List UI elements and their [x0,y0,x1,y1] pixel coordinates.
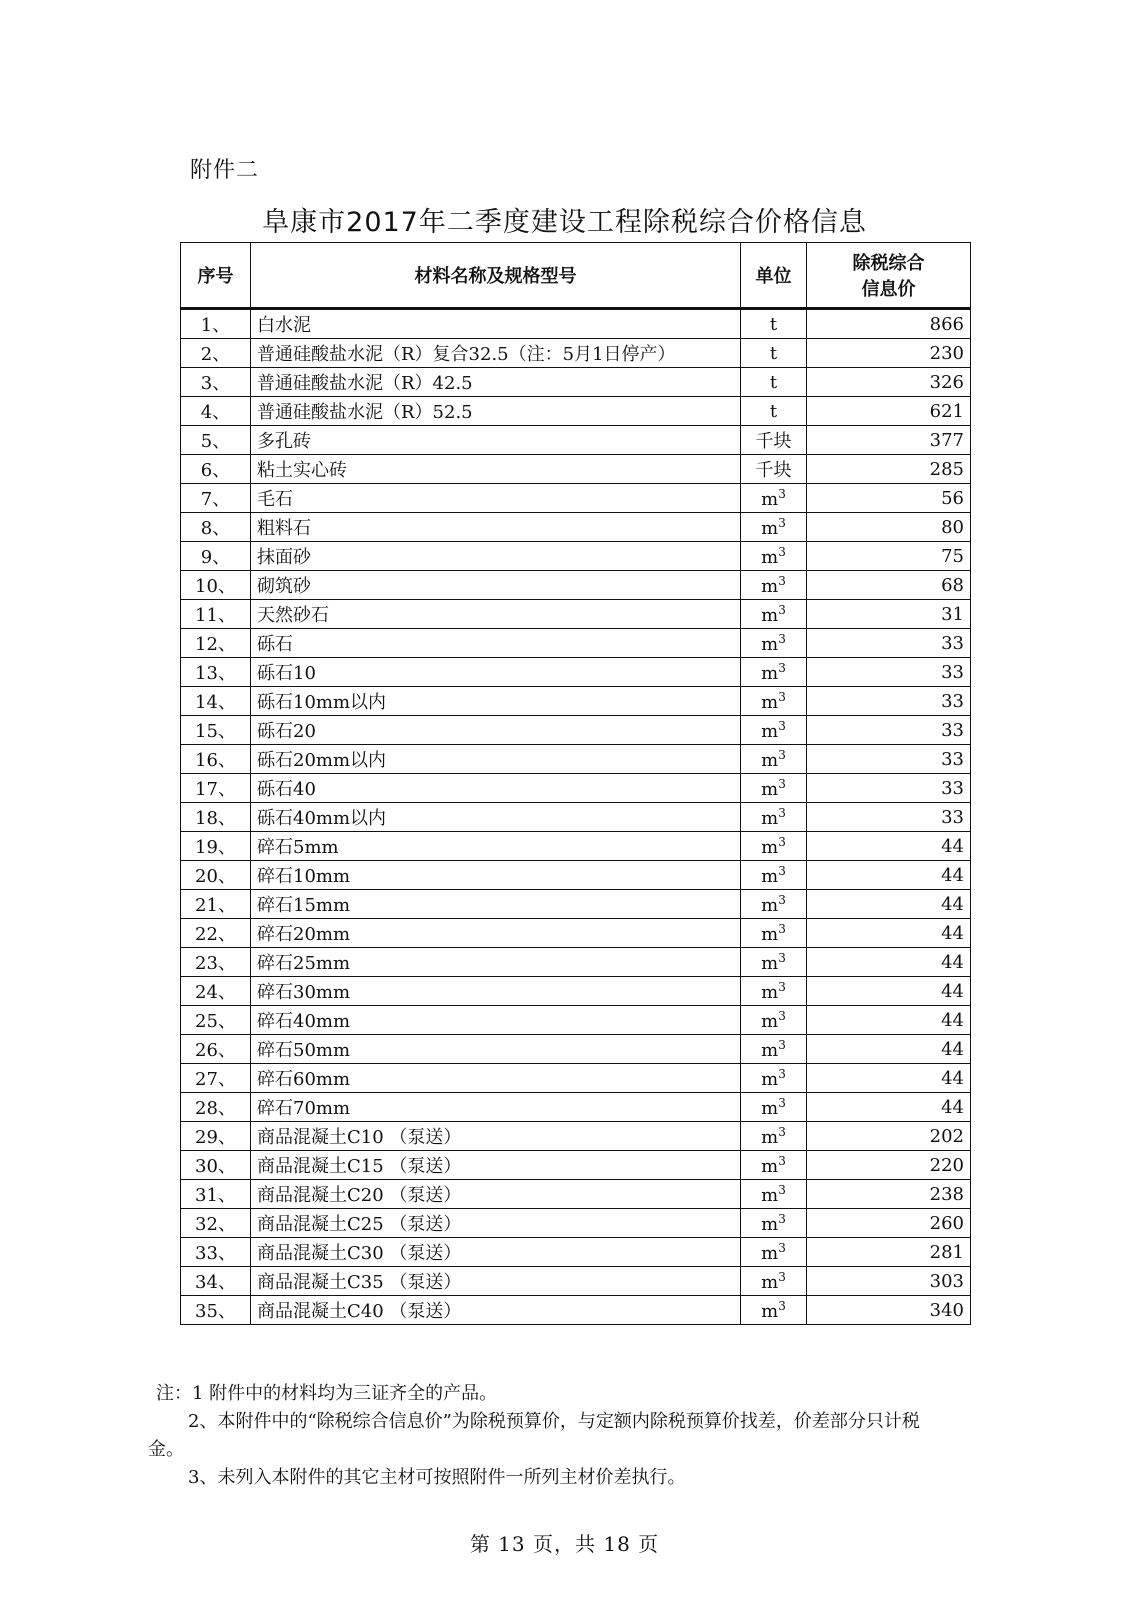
row-material-name: 普通硅酸盐水泥（R）42.5 [251,368,741,397]
unit-text: m [761,981,779,1003]
row-seq: 13、 [181,658,251,687]
row-unit [741,716,807,745]
row-unit [741,948,807,977]
table-row [181,745,971,774]
row-unit [741,1064,807,1093]
row-unit [741,919,807,948]
row-unit [741,1267,807,1296]
row-unit [741,397,807,426]
table-row [181,803,971,832]
row-material-name: 商品混凝土C15 （泵送） [251,1151,741,1180]
unit-text: m [761,1213,779,1235]
row-material-name: 砾石20 [251,716,741,745]
unit-text: m [761,1242,779,1264]
unit-text: m [761,662,779,684]
table-row [181,1209,971,1238]
unit-superscript: 3 [778,515,786,530]
row-price: 44 [807,861,971,890]
row-material-name: 砾石10 [251,658,741,687]
row-price: 44 [807,919,971,948]
row-material-name: 碎石30mm [251,977,741,1006]
table-row [181,774,971,803]
unit-superscript: 3 [778,718,786,733]
row-seq: 24、 [181,977,251,1006]
row-seq: 7、 [181,484,251,513]
header-seq: 序号 [181,243,251,309]
unit-text: m [761,894,779,916]
table-row [181,658,971,687]
row-price: 33 [807,629,971,658]
row-price: 44 [807,977,971,1006]
row-seq: 33、 [181,1238,251,1267]
row-unit [741,629,807,658]
row-unit [741,890,807,919]
row-material-name: 碎石70mm [251,1093,741,1122]
header-price-line2: 信息价 [861,279,916,300]
unit-superscript: 3 [778,979,786,994]
row-price: 44 [807,1093,971,1122]
row-unit [741,368,807,397]
row-seq: 28、 [181,1093,251,1122]
unit-superscript: 3 [778,950,786,965]
row-material-name: 碎石10mm [251,861,741,890]
table-row [181,977,971,1006]
unit-superscript: 3 [778,1269,786,1284]
note-3: 3、未列入本附件的其它主材可按照附件一所列主材价差执行。 [188,1467,686,1488]
row-seq: 3、 [181,368,251,397]
unit-superscript: 3 [778,573,786,588]
header-unit: 单位 [741,243,807,309]
unit-superscript: 3 [778,486,786,501]
unit-text: t [769,342,778,364]
unit-text: m [761,691,779,713]
row-unit [741,542,807,571]
row-seq: 32、 [181,1209,251,1238]
unit-superscript: 3 [778,834,786,849]
table-row [181,1006,971,1035]
row-material-name: 砾石10mm以内 [251,687,741,716]
row-material-name: 商品混凝土C25 （泵送） [251,1209,741,1238]
unit-superscript: 3 [778,544,786,559]
row-unit [741,1122,807,1151]
row-price: 75 [807,542,971,571]
row-seq: 21、 [181,890,251,919]
row-material-name: 商品混凝土C40 （泵送） [251,1296,741,1325]
table-row [181,919,971,948]
row-material-name: 普通硅酸盐水泥（R）复合32.5（注：5月1日停产） [251,339,741,368]
row-unit [741,1035,807,1064]
row-material-name: 天然砂石 [251,600,741,629]
row-price: 44 [807,1064,971,1093]
unit-text: m [761,807,779,829]
row-material-name: 砌筑砂 [251,571,741,600]
row-price: 33 [807,774,971,803]
row-seq: 10、 [181,571,251,600]
row-material-name: 抹面砂 [251,542,741,571]
row-unit [741,861,807,890]
row-price: 303 [807,1267,971,1296]
row-price: 260 [807,1209,971,1238]
row-material-name: 普通硅酸盐水泥（R）52.5 [251,397,741,426]
row-seq: 19、 [181,832,251,861]
table-row [181,542,971,571]
table-row [181,426,971,455]
unit-text: m [761,1068,779,1090]
unit-text: m [761,1126,779,1148]
unit-text: m [761,604,779,626]
unit-superscript: 3 [778,1153,786,1168]
row-unit [741,571,807,600]
row-seq: 9、 [181,542,251,571]
row-unit [741,513,807,542]
row-price: 33 [807,687,971,716]
row-price: 285 [807,455,971,484]
row-material-name: 碎石50mm [251,1035,741,1064]
row-seq: 17、 [181,774,251,803]
row-material-name: 砾石 [251,629,741,658]
row-price: 44 [807,948,971,977]
unit-superscript: 3 [778,863,786,878]
row-material-name: 碎石5mm [251,832,741,861]
row-unit [741,1209,807,1238]
row-material-name: 砾石40mm以内 [251,803,741,832]
unit-text: m [761,517,779,539]
row-seq: 26、 [181,1035,251,1064]
unit-text: m [761,836,779,858]
unit-superscript: 3 [778,1095,786,1110]
table-row [181,455,971,484]
table-row [181,1238,971,1267]
table-row [181,629,971,658]
header-name: 材料名称及规格型号 [251,243,741,309]
unit-text: m [761,1039,779,1061]
unit-superscript: 3 [778,602,786,617]
table-row [181,339,971,368]
unit-text: t [769,313,778,335]
row-seq: 6、 [181,455,251,484]
row-seq: 23、 [181,948,251,977]
row-seq: 16、 [181,745,251,774]
row-material-name: 碎石40mm [251,1006,741,1035]
row-price: 44 [807,1035,971,1064]
row-unit [741,832,807,861]
row-unit [741,774,807,803]
table-row [181,1122,971,1151]
row-seq: 30、 [181,1151,251,1180]
row-price: 220 [807,1151,971,1180]
row-price: 56 [807,484,971,513]
row-seq: 12、 [181,629,251,658]
row-seq: 27、 [181,1064,251,1093]
row-unit [741,803,807,832]
row-price: 326 [807,368,971,397]
row-price: 621 [807,397,971,426]
unit-text: m [761,1097,779,1119]
table-row [181,600,971,629]
row-material-name: 碎石25mm [251,948,741,977]
table-row [181,484,971,513]
table-row [181,716,971,745]
unit-text: m [761,1184,779,1206]
row-seq: 8、 [181,513,251,542]
row-price: 33 [807,716,971,745]
unit-text: m [761,923,779,945]
row-material-name: 碎石60mm [251,1064,741,1093]
table-row [181,1151,971,1180]
table-row [181,890,971,919]
table-row [181,513,971,542]
table-row [181,687,971,716]
notes [148,1380,938,1492]
header-price [807,243,971,309]
row-unit [741,658,807,687]
row-material-name: 毛石 [251,484,741,513]
row-price: 33 [807,803,971,832]
row-seq: 1、 [181,309,251,339]
row-price: 31 [807,600,971,629]
row-material-name: 多孔砖 [251,426,741,455]
unit-superscript: 3 [778,892,786,907]
unit-superscript: 3 [778,1066,786,1081]
row-unit [741,309,807,339]
document-title: 阜康市2017年二季度建设工程除税综合价格信息 [262,207,867,238]
unit-text: m [761,778,779,800]
unit-superscript: 3 [778,689,786,704]
row-price: 33 [807,745,971,774]
row-seq: 35、 [181,1296,251,1325]
unit-text: m [761,546,779,568]
unit-superscript: 3 [778,776,786,791]
row-seq: 2、 [181,339,251,368]
row-price: 68 [807,571,971,600]
row-unit [741,455,807,484]
row-price: 377 [807,426,971,455]
unit-text: m [761,720,779,742]
unit-superscript: 3 [778,1124,786,1139]
row-material-name: 砾石40 [251,774,741,803]
row-seq: 4、 [181,397,251,426]
row-material-name: 商品混凝土C35 （泵送） [251,1267,741,1296]
row-unit [741,1006,807,1035]
table-row [181,1064,971,1093]
table-row [181,1093,971,1122]
row-unit [741,1296,807,1325]
table-row [181,571,971,600]
note-2: 2、本附件中的“除税综合信息价”为除税预算价，与定额内除税预算价找差，价差部分只计税金。 [148,1411,920,1460]
row-seq: 31、 [181,1180,251,1209]
row-material-name: 砾石20mm以内 [251,745,741,774]
row-seq: 18、 [181,803,251,832]
row-unit [741,484,807,513]
row-seq: 11、 [181,600,251,629]
row-unit [741,745,807,774]
unit-text: m [761,952,779,974]
row-unit [741,977,807,1006]
unit-superscript: 3 [778,631,786,646]
row-unit [741,1093,807,1122]
row-material-name: 碎石20mm [251,919,741,948]
row-seq: 29、 [181,1122,251,1151]
table-row [181,1035,971,1064]
unit-text: m [761,1010,779,1032]
table-row [181,948,971,977]
unit-superscript: 3 [778,921,786,936]
row-material-name: 商品混凝土C20 （泵送） [251,1180,741,1209]
unit-text: m [761,1155,779,1177]
row-material-name: 白水泥 [251,309,741,339]
row-material-name: 碎石15mm [251,890,741,919]
unit-text: m [761,865,779,887]
row-price: 866 [807,309,971,339]
page-footer: 第 13 页，共 18 页 [469,1532,660,1556]
row-seq: 14、 [181,687,251,716]
row-price: 44 [807,832,971,861]
row-seq: 15、 [181,716,251,745]
price-table [180,242,971,1325]
row-unit [741,1180,807,1209]
unit-text: m [761,488,779,510]
row-seq: 25、 [181,1006,251,1035]
table-row [181,861,971,890]
unit-superscript: 3 [778,1240,786,1255]
unit-text: m [761,1300,779,1322]
unit-superscript: 3 [778,805,786,820]
unit-text: 千块 [755,431,792,452]
row-material-name: 商品混凝土C10 （泵送） [251,1122,741,1151]
row-unit [741,1151,807,1180]
table-row [181,1180,971,1209]
unit-superscript: 3 [778,1037,786,1052]
unit-text: m [761,749,779,771]
row-material-name: 粗料石 [251,513,741,542]
row-price: 33 [807,658,971,687]
row-price: 238 [807,1180,971,1209]
row-unit [741,1238,807,1267]
unit-text: t [769,371,778,393]
table-row [181,368,971,397]
table-row [181,397,971,426]
unit-superscript: 3 [778,1008,786,1023]
table-row [181,1296,971,1325]
note-1: 注：1 附件中的材料均为三证齐全的产品。 [156,1383,498,1404]
unit-superscript: 3 [778,747,786,762]
row-unit [741,339,807,368]
unit-text: t [769,400,778,422]
table-row [181,309,971,339]
unit-superscript: 3 [778,1182,786,1197]
row-seq: 34、 [181,1267,251,1296]
row-material-name: 商品混凝土C30 （泵送） [251,1238,741,1267]
row-price: 230 [807,339,971,368]
row-price: 281 [807,1238,971,1267]
unit-superscript: 3 [778,1211,786,1226]
row-seq: 22、 [181,919,251,948]
unit-superscript: 3 [778,1298,786,1313]
header-price-line1: 除税综合 [852,253,925,274]
unit-text: m [761,575,779,597]
row-price: 44 [807,890,971,919]
table-body [181,309,971,1325]
row-unit [741,600,807,629]
table-row [181,1267,971,1296]
row-seq: 20、 [181,861,251,890]
row-seq: 5、 [181,426,251,455]
row-price: 202 [807,1122,971,1151]
row-price: 340 [807,1296,971,1325]
row-unit [741,687,807,716]
row-price: 44 [807,1006,971,1035]
table-row [181,832,971,861]
row-material-name: 粘土实心砖 [251,455,741,484]
unit-text: 千块 [755,460,792,481]
row-price: 80 [807,513,971,542]
attachment-label: 附件二 [190,158,260,183]
table-header-row [181,243,971,309]
unit-superscript: 3 [778,660,786,675]
unit-text: m [761,633,779,655]
row-unit [741,426,807,455]
unit-text: m [761,1271,779,1293]
